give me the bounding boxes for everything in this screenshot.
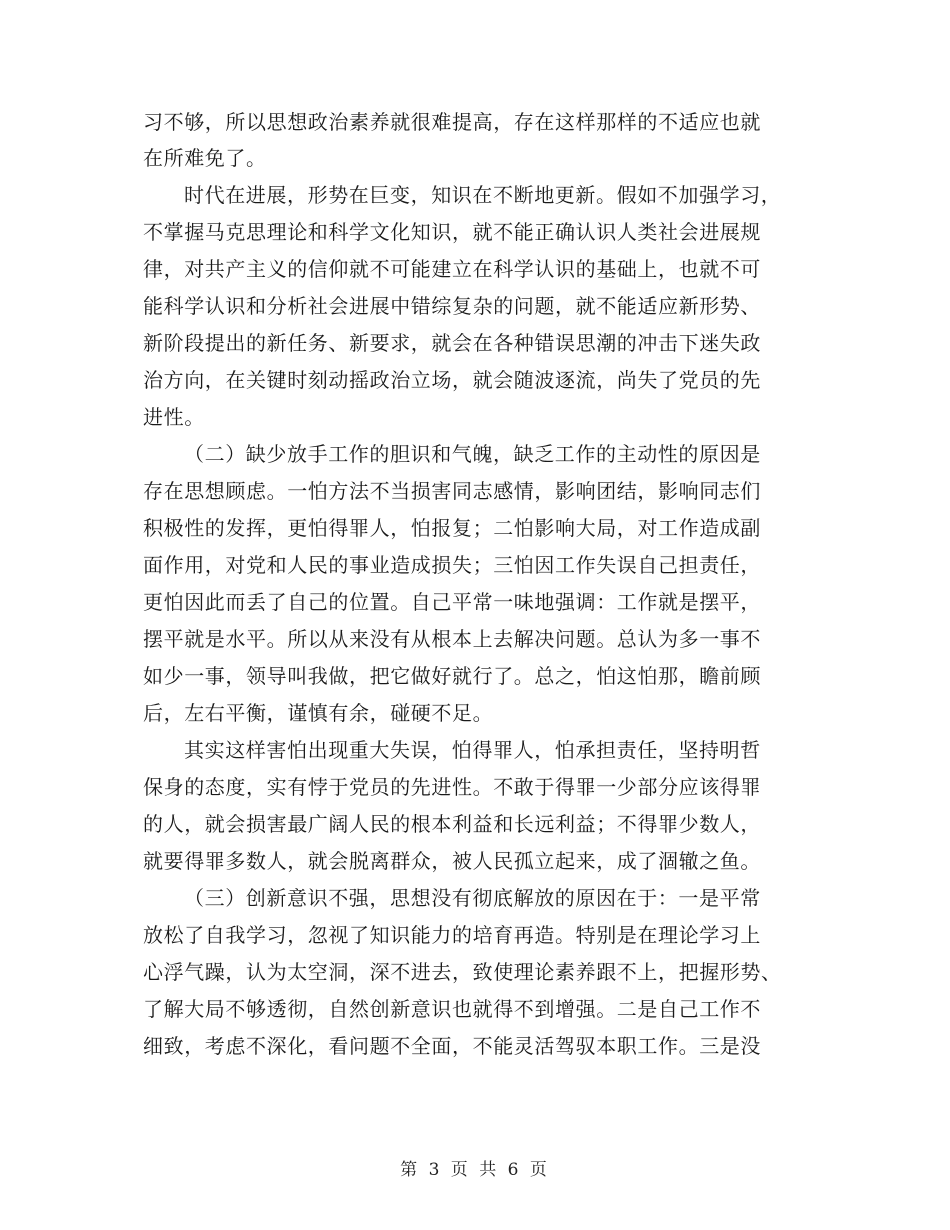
text-line: 习不够，所以思想政治素养就很难提高，存在这样那样的不适应也就 — [143, 110, 761, 134]
text-line: 面作用，对党和人民的事业造成损失；三怕因工作失误自己担责任， — [143, 553, 761, 577]
text-line: 放松了自我学习，忽视了知识能力的培育再造。特别是在理论学习上 — [143, 923, 761, 947]
text-line: 就要得罪多数人，就会脱离群众，被人民孤立起来，成了涸辙之鱼。 — [143, 849, 761, 873]
text-line: 积极性的发挥，更怕得罪人，怕报复；二怕影响大局，对工作造成副 — [143, 516, 761, 540]
text-line: 后，左右平衡，谨慎有余，碰硬不足。 — [143, 701, 494, 725]
text-line: 的人，就会损害最广阔人民的根本利益和长远利益；不得罪少数人， — [143, 812, 761, 836]
paragraph-first-line: （三）创新意识不强，思想没有彻底解放的原因在于：一是平常 — [184, 886, 761, 910]
text-line: 如少一事，领导叫我做，把它做好就行了。总之，怕这怕那，瞻前顾 — [143, 664, 761, 688]
text-line: 存在思想顾虑。一怕方法不当损害同志感情，影响团结，影响同志们 — [143, 479, 761, 503]
text-line: 新阶段提出的新任务、新要求，就会在各种错误思潮的冲击下迷失政 — [143, 331, 761, 355]
text-line: 心浮气躁，认为太空洞，深不进去，致使理论素养跟不上，把握形势、 — [143, 960, 782, 984]
text-line: 更怕因此而丢了自己的位置。自己平常一味地强调：工作就是摆平， — [143, 590, 761, 614]
text-line: 摆平就是水平。所以从来没有从根本上去解决问题。总认为多一事不 — [143, 627, 761, 651]
paragraph-first-line: 其实这样害怕出现重大失误，怕得罪人，怕承担责任，坚持明哲 — [184, 738, 761, 762]
paragraph-first-line: 时代在进展，形势在巨变，知识在不断地更新。假如不加强学习， — [184, 183, 782, 207]
text-line: 在所难免了。 — [143, 146, 267, 170]
paragraph-first-line: （二）缺少放手工作的胆识和气魄，缺乏工作的主动性的原因是 — [184, 442, 761, 466]
text-line: 律，对共产主义的信仰就不可能建立在科学认识的基础上，也就不可 — [143, 257, 761, 281]
text-line: 能科学认识和分析社会进展中错综复杂的问题，就不能适应新形势、 — [143, 294, 761, 318]
text-line: 保身的态度，实有悖于党员的先进性。不敢于得罪一少部分应该得罪 — [143, 775, 761, 799]
page-footer: 第 3 页 共 6 页 — [400, 1160, 550, 1180]
text-line: 不掌握马克思理论和科学文化知识，就不能正确认识人类社会进展规 — [143, 220, 761, 244]
text-line: 了解大局不够透彻，自然创新意识也就得不到增强。二是自己工作不 — [143, 997, 761, 1021]
text-line: 进性。 — [143, 405, 205, 429]
text-line: 细致，考虑不深化，看问题不全面，不能灵活驾驭本职工作。三是没 — [143, 1034, 761, 1058]
text-line: 治方向，在关键时刻动摇政治立场，就会随波逐流，尚失了党员的先 — [143, 368, 761, 392]
